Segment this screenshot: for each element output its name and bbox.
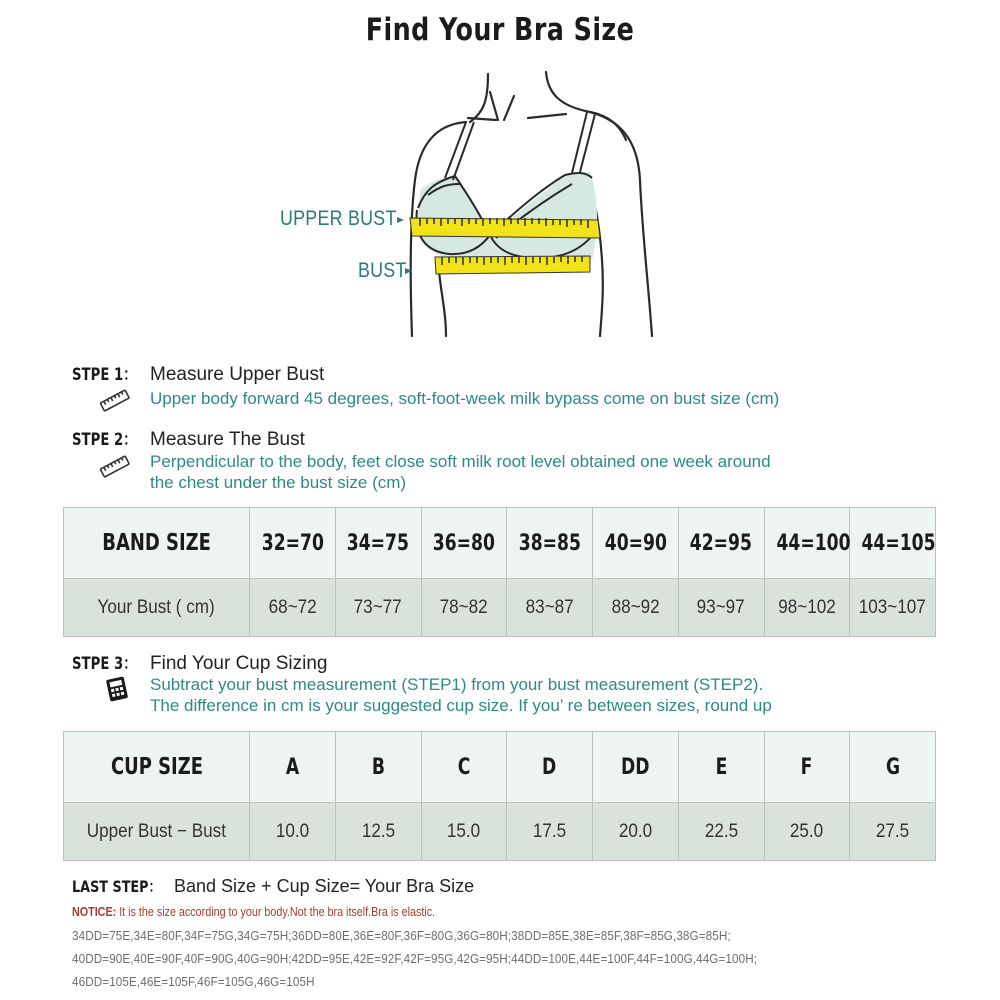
size-conversion-line: 34DD=75E,34E=80F,34F=75G,34G=75H;36DD=80E,36E=80F,36F=80G,36G=80H;38DD=85E,38E=85F,38F=85G,38G=85H; bbox=[72, 928, 731, 943]
band-size-cell: 44=105 bbox=[850, 508, 936, 579]
bust-range-cell: 93~97 bbox=[678, 579, 764, 637]
notice-label: NOTICE: bbox=[72, 905, 117, 919]
cup-size-cell: E bbox=[678, 732, 764, 803]
calculator-icon bbox=[104, 675, 130, 703]
difference-cell: 10.0 bbox=[250, 803, 336, 861]
page-title: Find Your Bra Size bbox=[365, 12, 635, 48]
step-title: Measure Upper Bust bbox=[150, 364, 325, 385]
step-2 bbox=[72, 425, 305, 451]
size-conversion-line: 40DD=90E,40E=90F,40F=90G,40G=90H;42DD=95E,42E=92F,42F=95G,42G=95H;44DD=100E,44E=100F,44F=100G,44G=100H; bbox=[72, 951, 758, 966]
difference-cell: 17.5 bbox=[507, 803, 593, 861]
bust-range-cell: 88~92 bbox=[593, 579, 679, 637]
cup-size-cell: B bbox=[335, 732, 421, 803]
bust-range-cell: 73~77 bbox=[335, 579, 421, 637]
ruler-icon bbox=[98, 389, 132, 413]
band-size-table bbox=[63, 507, 936, 637]
cup-size-table bbox=[63, 731, 936, 861]
last-step-label: LAST STEP： bbox=[72, 877, 162, 896]
difference-cell: 15.0 bbox=[421, 803, 507, 861]
step-3 bbox=[72, 649, 327, 675]
step-3-description: Subtract your bust measurement (STEP1) from your bust measurement (STEP2). The difference in cm is your suggested cup size. If you’ re between sizes, round up bbox=[150, 675, 772, 715]
bust-range-cell: 98~102 bbox=[764, 579, 850, 637]
bust-range-cell: 68~72 bbox=[250, 579, 336, 637]
size-conversion-line: 46DD=105E,46E=105F,46F=105G,46G=105H bbox=[72, 974, 315, 989]
step-number: STPE 3： bbox=[72, 654, 137, 674]
upper-bust-minus-bust-label: Upper Bust − Bust bbox=[64, 803, 250, 861]
step-title: Find Your Cup Sizing bbox=[150, 653, 328, 674]
band-size-cell: 36=80 bbox=[421, 508, 507, 579]
band-size-header-label: BAND SIZE bbox=[64, 508, 250, 579]
bust-range-cell: 103~107 bbox=[850, 579, 936, 637]
band-size-cell: 32=70 bbox=[250, 508, 336, 579]
your-bust-row-label: Your Bust ( cm) bbox=[64, 579, 250, 637]
difference-cell: 12.5 bbox=[335, 803, 421, 861]
cup-size-header-label: CUP SIZE bbox=[64, 732, 250, 803]
band-size-cell: 38=85 bbox=[507, 508, 593, 579]
your-bust-row bbox=[64, 579, 936, 637]
cup-size-cell: A bbox=[250, 732, 336, 803]
bust-range-cell: 83~87 bbox=[507, 579, 593, 637]
band-size-cell: 42=95 bbox=[678, 508, 764, 579]
bust-measurement-illustration bbox=[260, 60, 740, 350]
notice-text: It is the size according to your body.Not the bra itself.Bra is elastic. bbox=[119, 905, 436, 919]
cup-size-cell: C bbox=[421, 732, 507, 803]
cup-size-cell: D bbox=[507, 732, 593, 803]
ruler-icon bbox=[98, 455, 132, 479]
band-size-header-row bbox=[64, 508, 936, 579]
cup-size-cell: DD bbox=[593, 732, 679, 803]
step-number: STPE 1： bbox=[72, 365, 137, 385]
notice bbox=[72, 905, 435, 919]
step-title: Measure The Bust bbox=[150, 429, 305, 450]
bust-range-cell: 78~82 bbox=[421, 579, 507, 637]
last-step-text: Band Size + Cup Size= Your Bra Size bbox=[174, 876, 475, 896]
difference-cell: 25.0 bbox=[764, 803, 850, 861]
upper-bust-minus-bust-row bbox=[64, 803, 936, 861]
difference-cell: 22.5 bbox=[678, 803, 764, 861]
upper-bust-label: UPPER BUST bbox=[280, 207, 397, 230]
difference-cell: 27.5 bbox=[850, 803, 936, 861]
last-step bbox=[72, 874, 474, 897]
step-2-description: Perpendicular to the body, feet close soft milk root level obtained one week around the chest under the bust size (cm) bbox=[150, 452, 771, 492]
cup-size-cell: G bbox=[850, 732, 936, 803]
step-number: STPE 2： bbox=[72, 430, 137, 450]
cup-size-cell: F bbox=[764, 732, 850, 803]
step-1 bbox=[72, 360, 324, 386]
step-1-description: Upper body forward 45 degrees, soft-foot-week milk bypass come on bust size (cm) bbox=[150, 389, 780, 408]
band-size-cell: 44=100 bbox=[764, 508, 850, 579]
band-size-cell: 34=75 bbox=[335, 508, 421, 579]
band-size-cell: 40=90 bbox=[593, 508, 679, 579]
bust-label: BUST bbox=[358, 259, 407, 282]
cup-size-header-row bbox=[64, 732, 936, 803]
difference-cell: 20.0 bbox=[593, 803, 679, 861]
